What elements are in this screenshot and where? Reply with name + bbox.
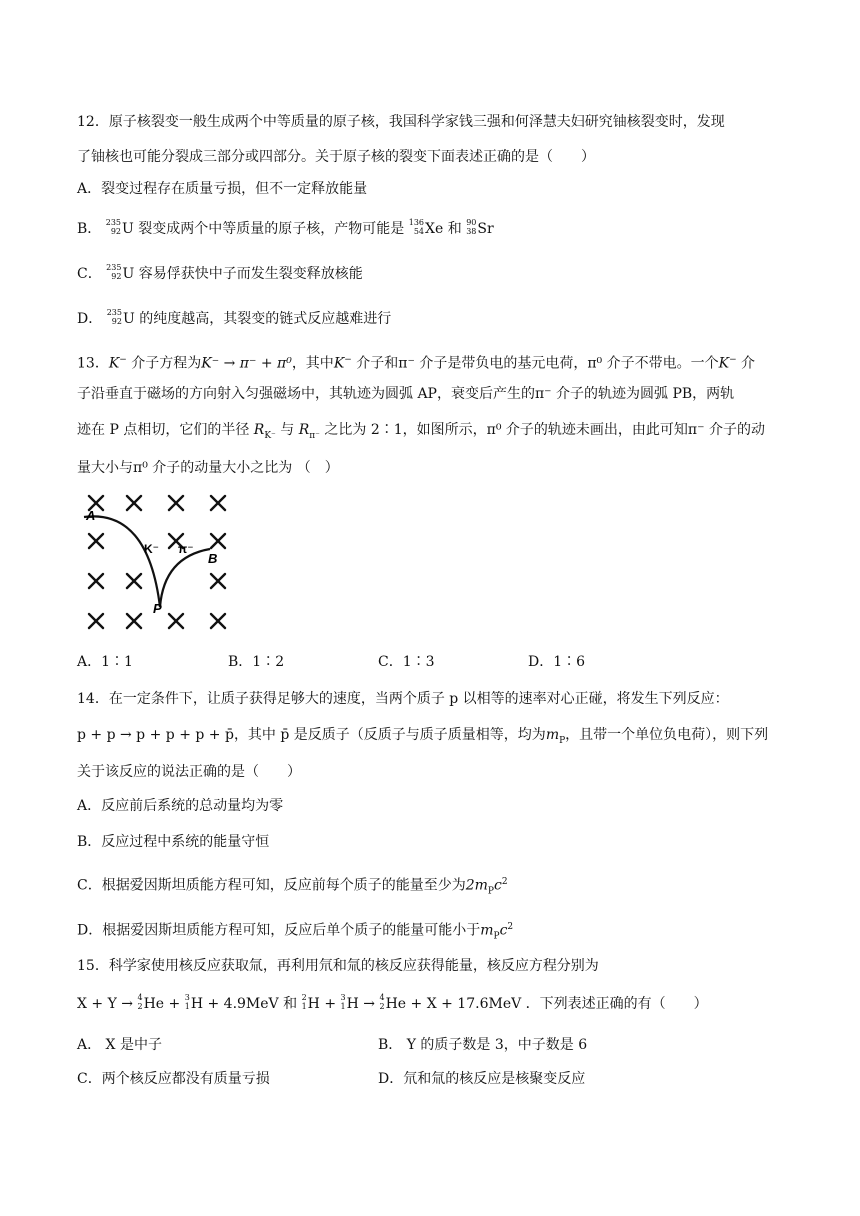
q13-stem-line2: 子沿垂直于磁场的方向射入匀强磁场中，其轨迹为圆弧 AP，衰变后产生的π⁻ 介子的轨迹为圆弧 PB，两轨: [77, 386, 735, 402]
q13-option-c: C．1∶3: [378, 654, 435, 670]
q13-stem-line4: 量大小与π⁰ 介子的动量大小之比为 （ ）: [77, 460, 339, 476]
q14-option-d: D．根据爱因斯坦质能方程可知，反应后单个质子的能量可能小于$m_Pc^2$: [77, 922, 514, 942]
nuclide-he4: 4 2 He: [137, 993, 165, 1012]
label-a: A: [86, 508, 96, 523]
q12-stem-line1: 12．原子核裂变一般生成两个中等质量的原子核，我国科学家钱三强和何泽慧夫妇研究铀核裂变时，发现: [77, 114, 725, 130]
q15-option-b: B． Y 的质子数是 3，中子数是 6: [378, 1037, 588, 1053]
q15-option-a: A． X 是中子: [77, 1037, 162, 1053]
q12-b-prefix: B．: [77, 221, 102, 237]
q15-stem-line1: 15．科学家使用核反应获取氚，再利用氘和氚的核反应获得能量，核反应方程分别为: [77, 958, 599, 974]
q13-option-b: B．1∶2: [228, 654, 285, 670]
label-b: B: [208, 551, 218, 566]
q14-reaction-equation: p + p → p + p + p + p̄: [77, 727, 234, 743]
q14-stem-line3: 关于该反应的说法正确的是（ ）: [77, 764, 301, 780]
q12-stem-line2: 了铀核也可能分裂成三部分或四部分。关于原子核的裂变下面表述正确的是（ ）: [77, 149, 595, 165]
field-cross-icon: [89, 534, 103, 548]
label-p: P: [153, 601, 162, 616]
nuclide-u235: 235 92 U: [106, 263, 135, 282]
magnetic-field-figure: [78, 487, 248, 637]
field-cross-icon: [127, 496, 141, 510]
field-cross-icon: [127, 614, 141, 628]
field-cross-icon: [211, 496, 225, 510]
q14-option-b: B．反应过程中系统的能量守恒: [77, 834, 270, 850]
track-ap: [84, 516, 160, 607]
nuclide-sr90: 90 38 Sr: [466, 218, 494, 237]
q12-option-a: A．裂变过程存在质量亏损，但不一定释放能量: [77, 181, 368, 197]
field-cross-icon: [211, 534, 225, 548]
q12-option-c: C． 235 92 U 容易俘获快中子而发生裂变释放核能: [77, 263, 363, 282]
label-pi-minus: π⁻: [178, 542, 194, 556]
q13-option-d: D．1∶6: [528, 654, 586, 670]
field-cross-icon: [211, 574, 225, 588]
q13-decay-equation: K⁻ → π⁻ + π⁰: [201, 355, 292, 372]
q15-equations: X + Y → 4 2 He + 3 1 H + 4.9MeV 和 2 1 H + 3 1 H → 4 2 He + X + 17.6MeV ．下列表述正确的有（ ）: [77, 993, 708, 1012]
nuclide-xe136: 136 54 Xe: [408, 218, 444, 237]
nuclide-u235: 235 92 U: [106, 308, 135, 327]
q14-stem-line2: p + p → p + p + p + p̄，其中 p̄ 是反质子（反质子与质子质量相等，均为$m_P$，且带一个单位负电荷），则下列: [77, 727, 769, 746]
q13-stem-line3: 迹在 P 点相切，它们的半径 $R_{K^-}$ 与 $R_{\pi^-}$ 之比为 2∶1，如图所示，π⁰ 介子的轨迹未画出，由此可知π⁻ 介子的动: [77, 422, 765, 441]
q15-option-d: D．氘和氚的核反应是核聚变反应: [378, 1071, 586, 1087]
q13-option-a: A．1∶1: [77, 654, 133, 670]
field-cross-icon: [127, 574, 141, 588]
track-pb: [160, 549, 210, 607]
label-k-minus: K⁻: [144, 542, 159, 556]
q14-option-a: A．反应前后系统的总动量均为零: [77, 798, 284, 814]
nuclide-he4: 4 2 He: [379, 993, 407, 1012]
nuclide-h2: 2 1 H: [301, 993, 320, 1012]
q13-stem-line1: 13．K− 介子方程为K⁻ → π⁻ + π⁰，其中K− 介子和π⁻ 介子是带负电的基元电荷，π⁰ 介子不带电。一个K− 介: [77, 355, 756, 372]
field-cross-icon: [89, 574, 103, 588]
nuclide-h3: 3 1 H: [340, 993, 359, 1012]
q12-option-b: B． 235 92 U 裂变成两个中等质量的原子核，产物可能是 136 54 Xe 和 90 38 Sr: [77, 218, 494, 237]
nuclide-h3: 3 1 H: [184, 993, 204, 1012]
q12-option-d: D． 235 92 U 的纯度越高，其裂变的链式反应越难进行: [77, 308, 392, 327]
q14-option-c: C．根据爱因斯坦质能方程可知，反应前每个质子的能量至少为$2m_Pc^2$: [77, 877, 508, 897]
q14-stem-line1: 14．在一定条件下，让质子获得足够大的速度，当两个质子 p 以相等的速率对心正碰，将发生下列反应：: [77, 691, 729, 707]
q15-option-c: C．两个核反应都没有质量亏损: [77, 1071, 270, 1087]
field-cross-icon: [89, 614, 103, 628]
field-cross-icon: [169, 614, 183, 628]
field-cross-icon: [169, 496, 183, 510]
nuclide-u235: 235 92 U: [105, 218, 134, 237]
field-cross-icon: [211, 614, 225, 628]
